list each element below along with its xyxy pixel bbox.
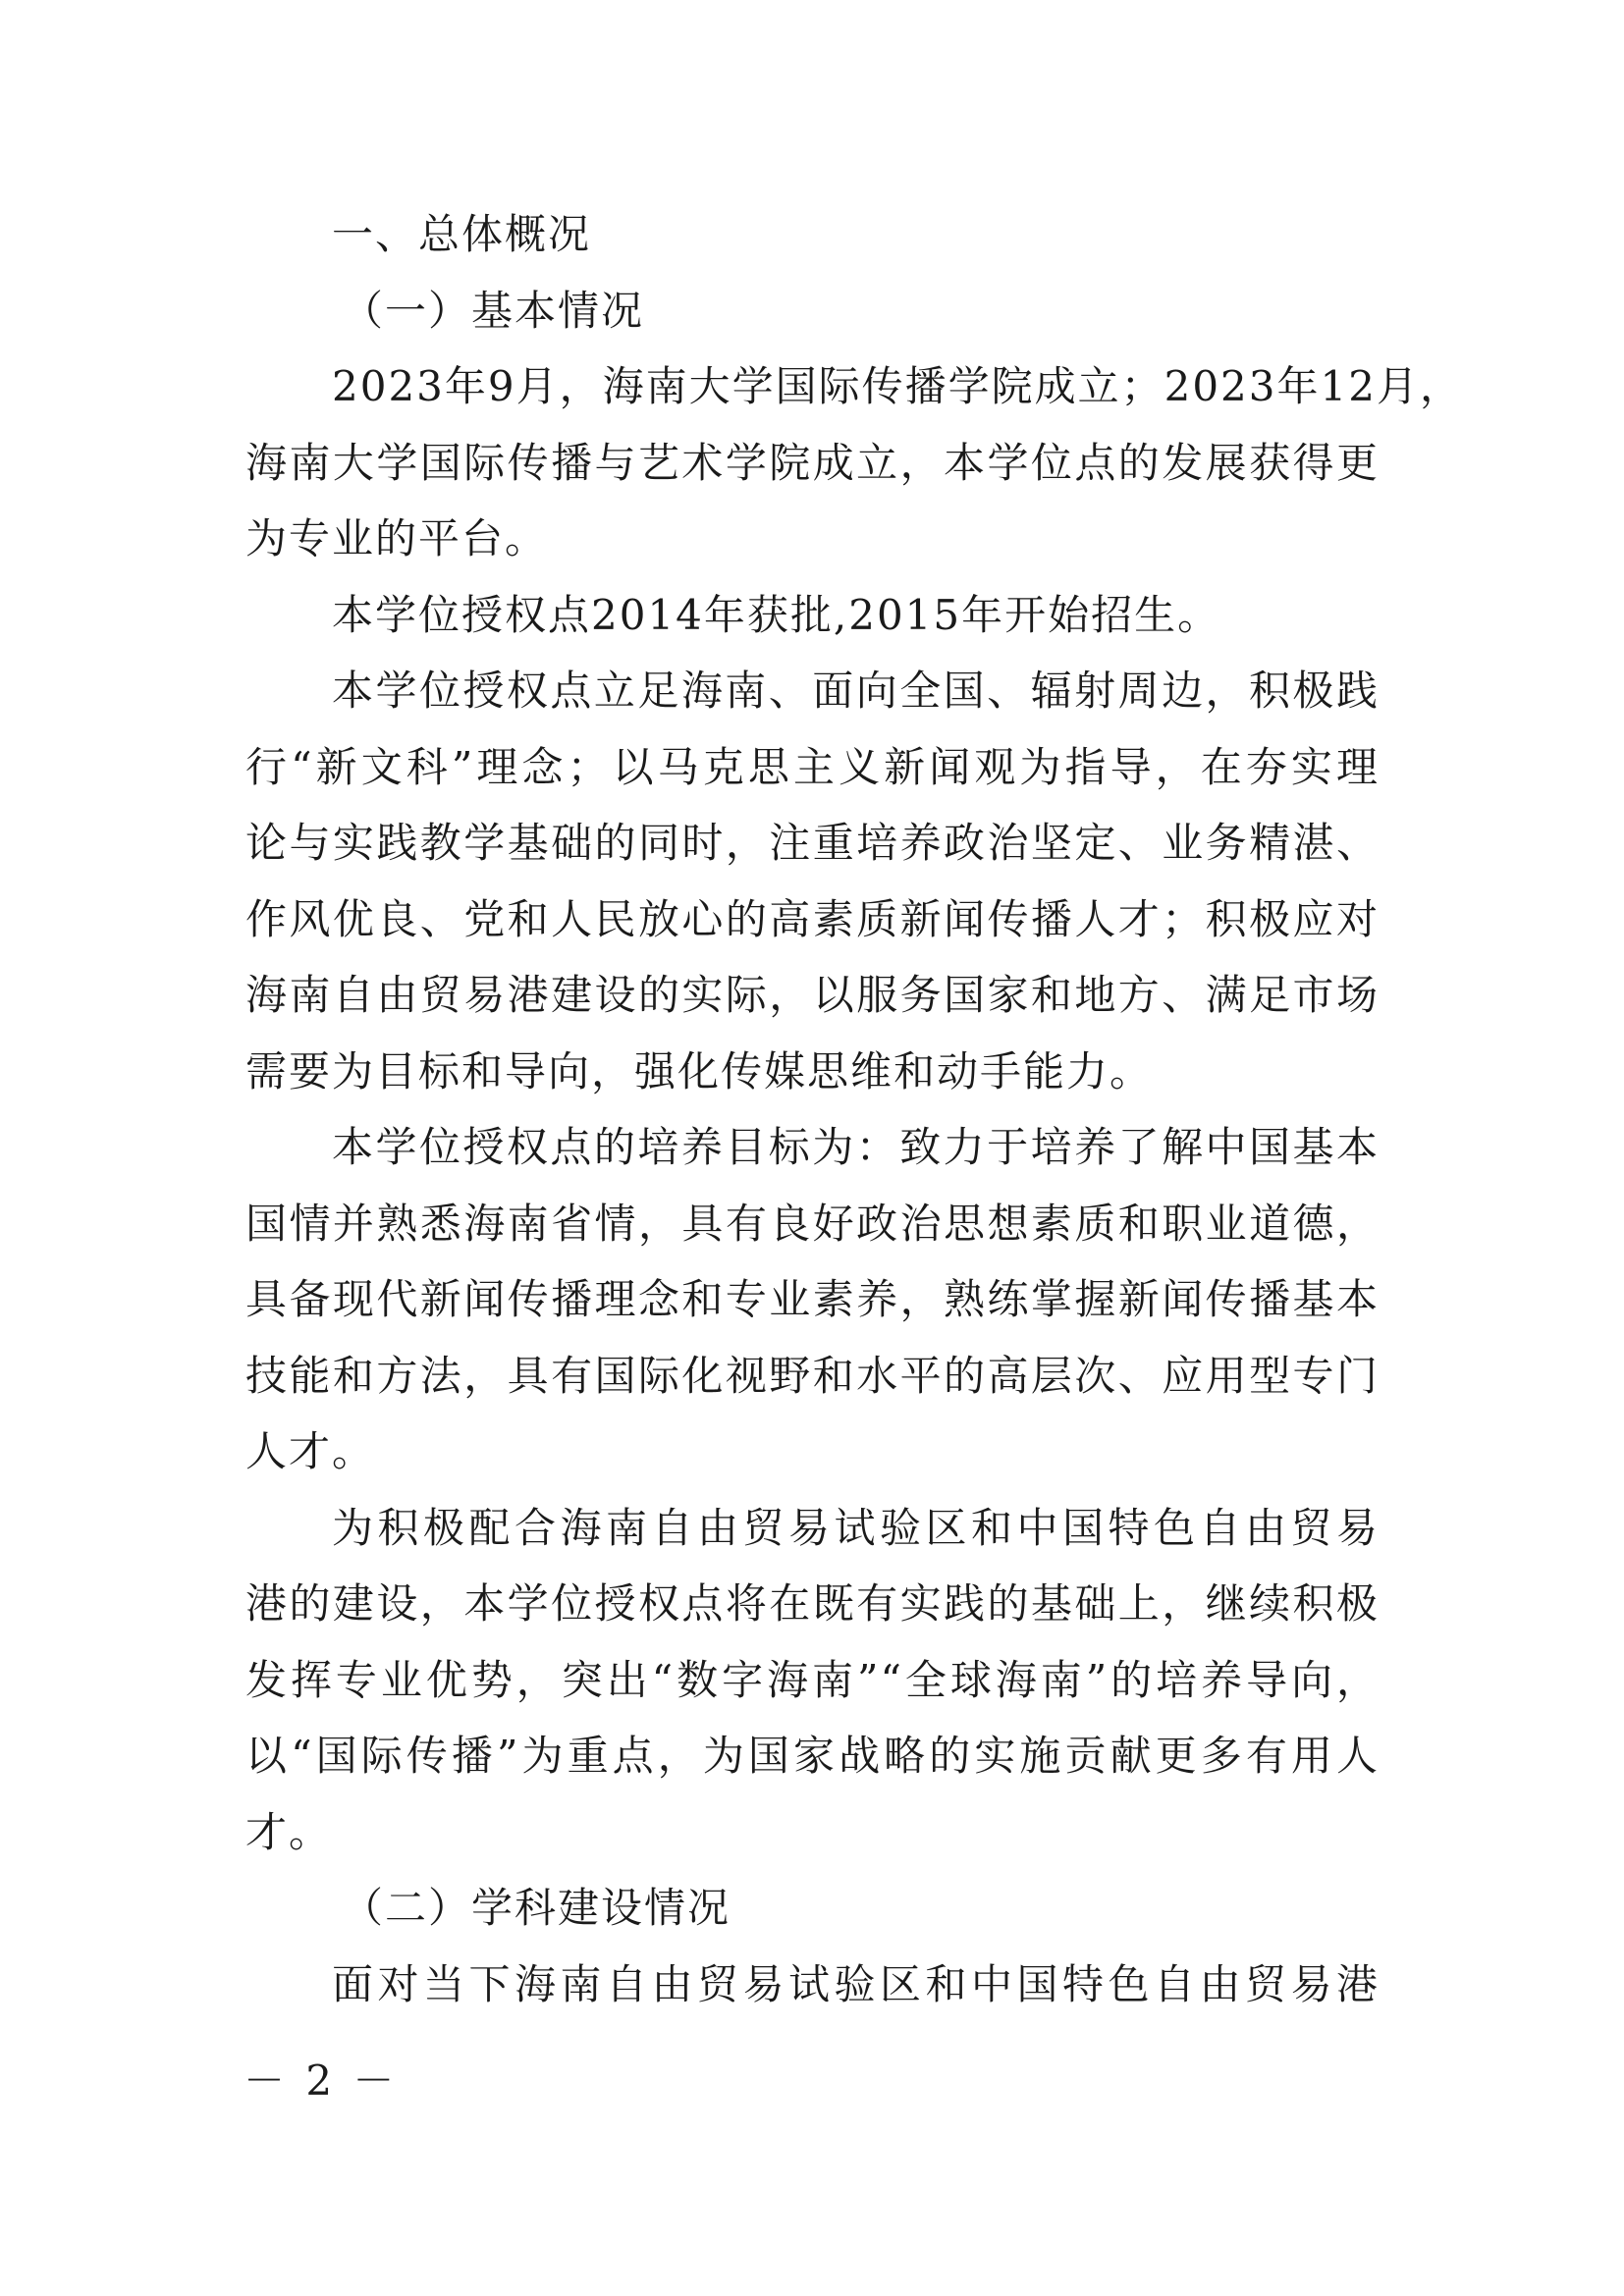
paragraph-line: 海南大学国际传播与艺术学院成立，本学位点的发展获得更 — [245, 438, 1380, 487]
paragraph-line: 行“新文科”理念；以马克思主义新闻观为指导，在夯实理 — [245, 742, 1380, 791]
paragraph-line: 为专业的平台。 — [245, 514, 549, 562]
paragraph-line: 为积极配合海南自由贸易试验区和中国特色自由贸易 — [332, 1503, 1380, 1552]
paragraph-line: 面对当下海南自由贸易试验区和中国特色自由贸易港 — [332, 1959, 1380, 2008]
paragraph-line: 论与实践教学基础的同时，注重培养政治坚定、业务精湛、 — [245, 819, 1380, 867]
paragraph-line: 港的建设，本学位授权点将在既有实践的基础上，继续积极 — [245, 1579, 1380, 1628]
paragraph-line: 具备现代新闻传播理念和专业素养，熟练掌握新闻传播基本 — [245, 1275, 1380, 1323]
paragraph-line: 需要为目标和导向，强化传媒思维和动手能力。 — [245, 1046, 1154, 1095]
paragraph-line: 才。 — [245, 1807, 333, 1856]
paragraph-line: 本学位授权点立足海南、面向全国、辐射周边，积极践 — [332, 667, 1380, 715]
paragraph-line: 发挥专业优势，突出“数字海南”“全球海南”的培养导向， — [245, 1655, 1380, 1704]
paragraph-line: 技能和方法，具有国际化视野和水平的高层次、应用型专门 — [245, 1351, 1380, 1400]
page-number: － 2 － — [244, 2056, 399, 2105]
document-body — [245, 196, 1463, 2022]
subsection-heading-basic-info: （一）基本情况 — [342, 286, 645, 335]
paragraph-line: 作风优良、党和人民放心的高素质新闻传播人才；积极应对 — [245, 894, 1380, 943]
paragraph-line: 本学位授权点2014年获批,2015年开始招生。 — [332, 590, 1221, 639]
section-heading-overview: 一、总体概况 — [332, 210, 592, 258]
paragraph-line: 以“国际传播”为重点，为国家战略的实施贡献更多有用人 — [245, 1732, 1380, 1780]
paragraph-line: 2023年9月，海南大学国际传播学院成立；2023年12月， — [332, 362, 1463, 410]
subsection-heading-discipline: （二）学科建设情况 — [342, 1884, 731, 1932]
paragraph-line: 人才。 — [245, 1427, 376, 1475]
paragraph-line: 本学位授权点的培养目标为：致力于培养了解中国基本 — [332, 1123, 1380, 1171]
paragraph-line: 国情并熟悉海南省情，具有良好政治思想素质和职业道德， — [245, 1199, 1380, 1248]
paragraph-line: 海南自由贸易港建设的实际，以服务国家和地方、满足市场 — [245, 971, 1380, 1019]
